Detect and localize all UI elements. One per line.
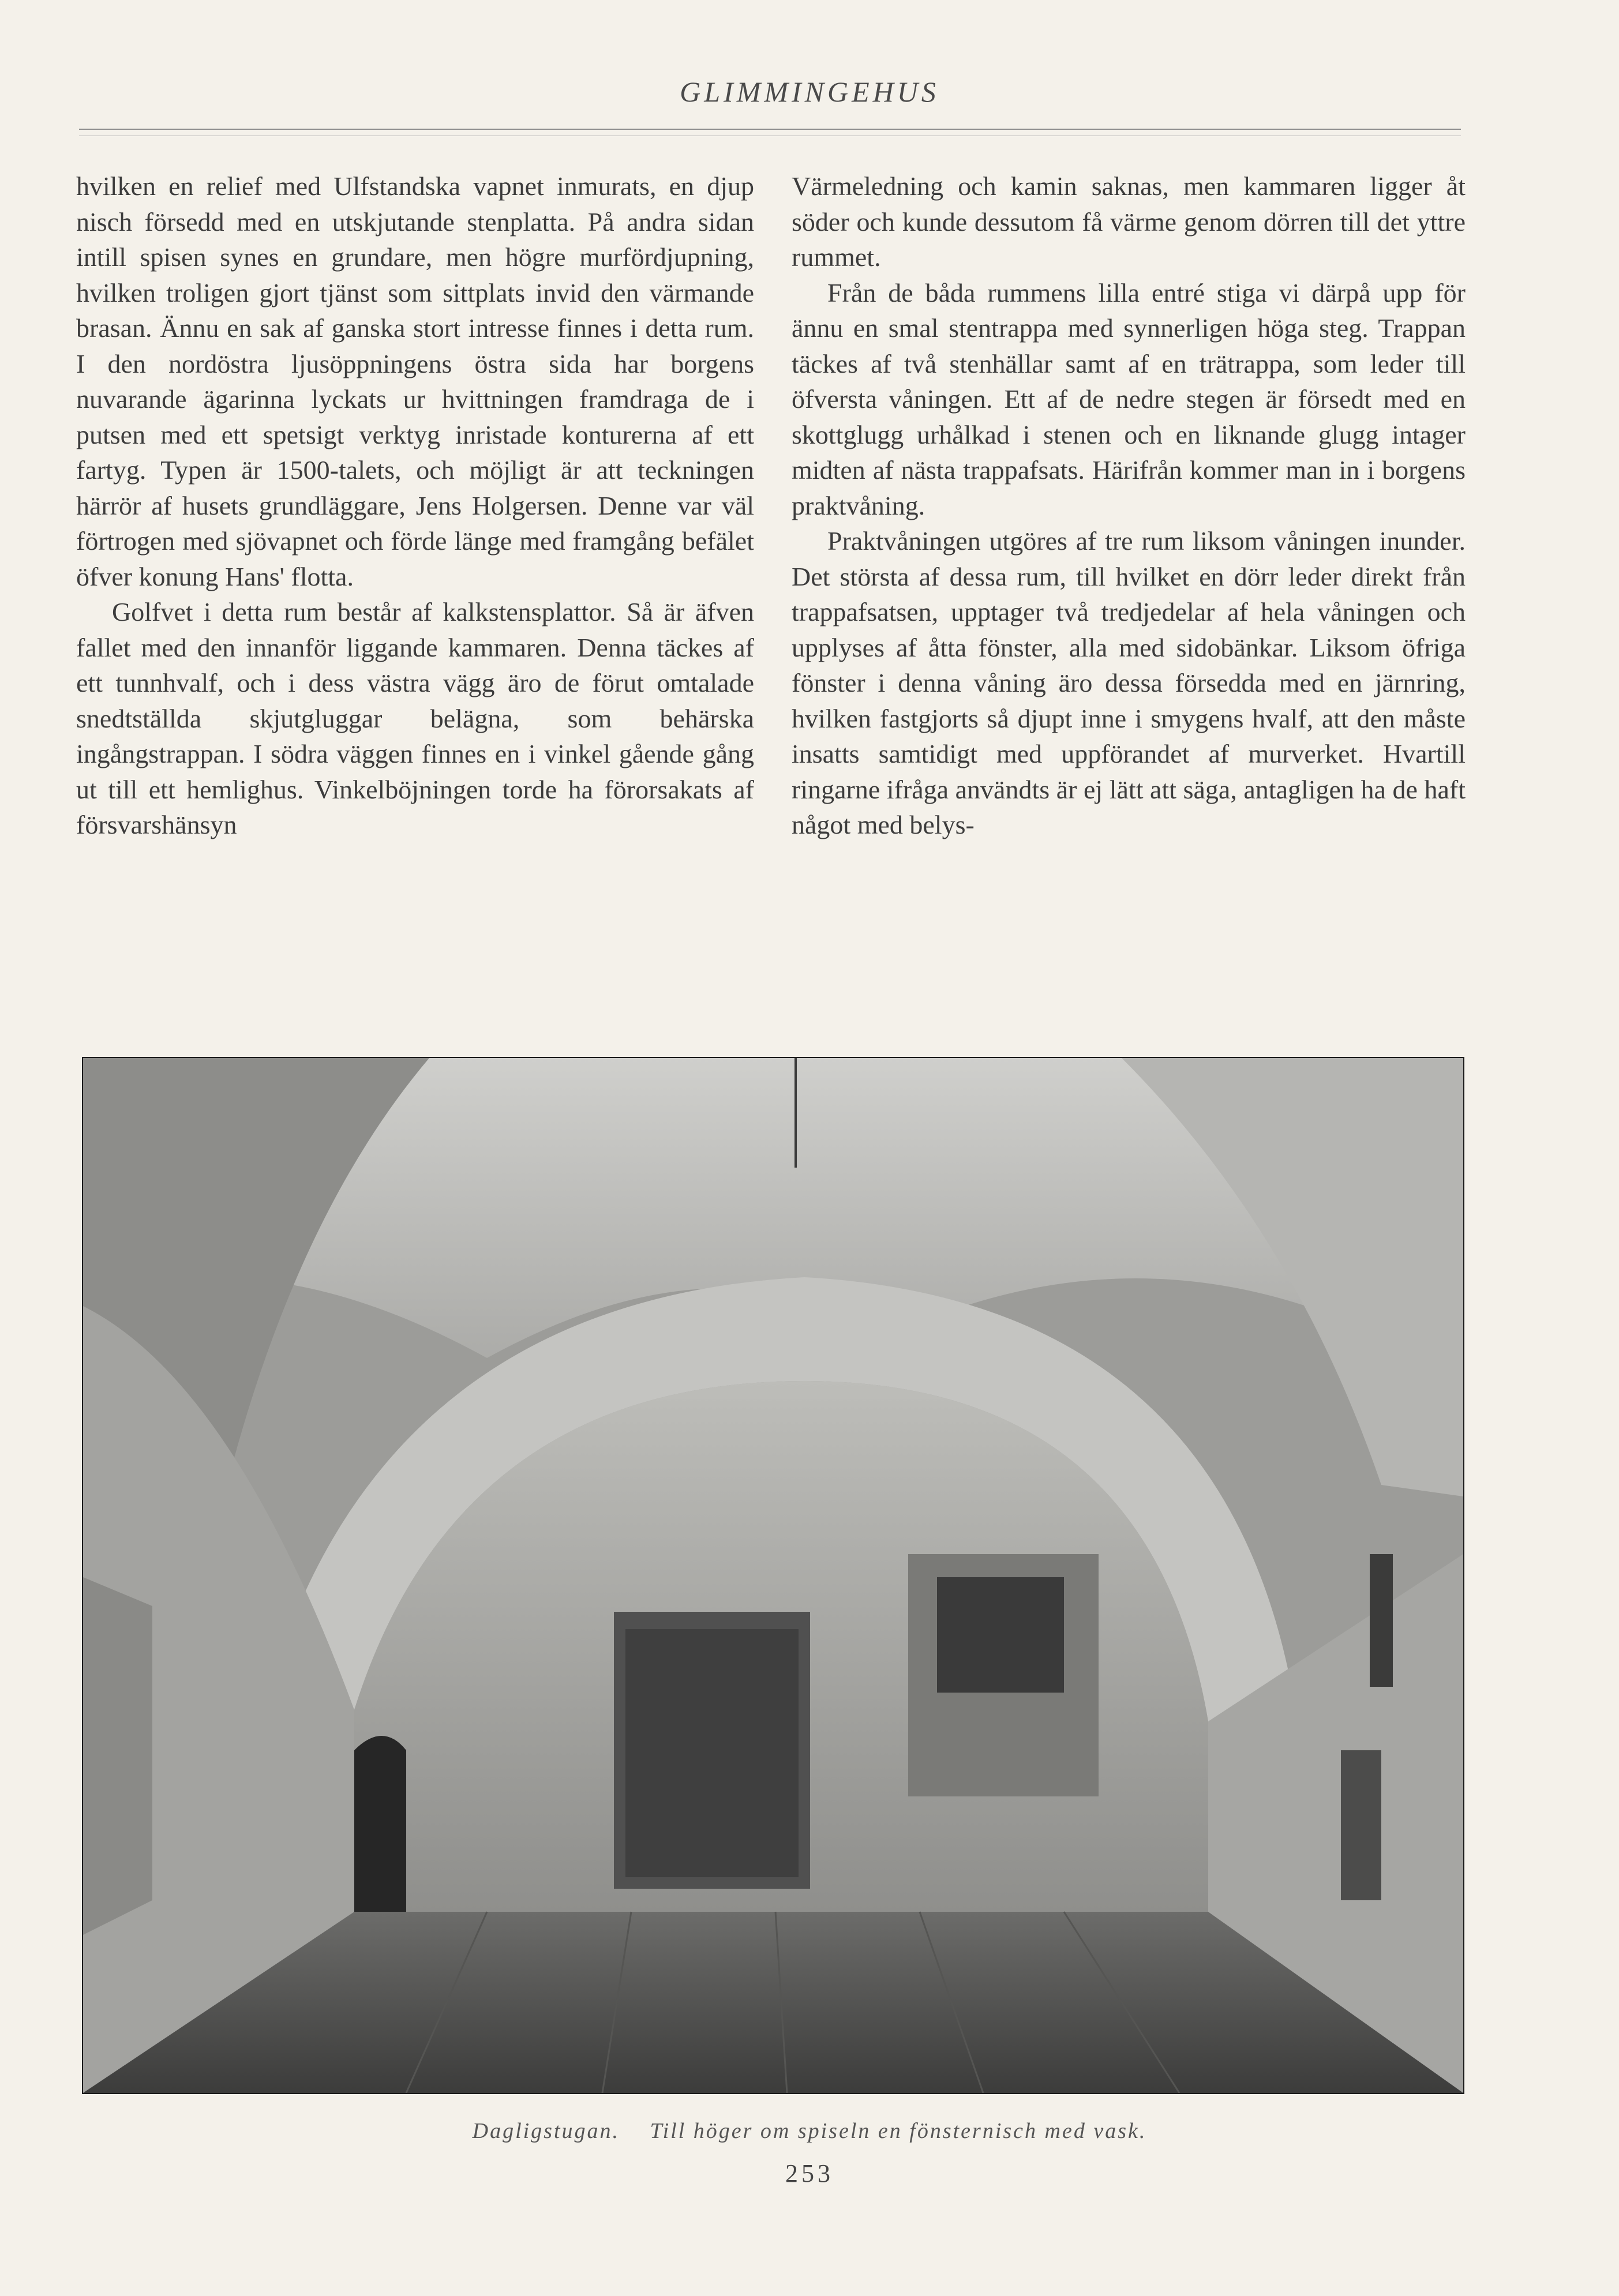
paragraph: Från de båda rummens lilla entré stiga vi därpå upp för ännu en smal stentrappa med synnerligen höga steg. Trappan täckes af två stenhällar samt af en trätrappa, som leder till öfversta våningen. Ett af de nedre stegen är försedt med en skottglugg urhålkad i stenen och en liknande glugg intager midten af nästa trappafsats. Härifrån kommer man in i borgens praktvåning.: [792, 277, 1466, 520]
running-head: GLIMMINGEHUS: [680, 76, 939, 108]
photo-caption: [0, 2118, 1619, 2144]
vaulted-room-photograph: [82, 1057, 1464, 2094]
caption-title: Dagligstugan.: [472, 2119, 620, 2143]
paragraph: Golfvet i detta rum består af kalkstensplattor. Så är äfven fallet med den innanför liggande kammaren. Denna täckes af ett tunnhvalf, och i dess västra vägg äro de förut omtalade snedtställda skjutgluggar belägna, som behärska ingångstrappan. I södra väggen finnes en i vinkel gående gång ut till ett hemlighus. Vinkelböjningen torde ha förorsakats af försvarshänsyn: [76, 597, 754, 839]
caption-text: Till höger om spiseln en fönsternisch med vask.: [650, 2119, 1147, 2143]
left-text-column: [76, 168, 754, 843]
page-number: 253: [785, 2159, 834, 2188]
paragraph: Värmeledning och kamin saknas, men kammaren ligger åt söder och kunde dessutom få värme genom dörren till det yttre rummet.: [792, 171, 1466, 272]
right-text-column: [792, 168, 1466, 843]
paragraph: hvilken en relief med Ulfstandska vapnet inmurats, en djup nisch försedd med en utskjutande stenplatta. På andra sidan intill spisen synes en grundare, men högre murfördjupning, hvilken troligen gjort tjänst som sittplats invid den värmande brasan. Ännu en sak af ganska stort intresse finnes i detta rum. I den nordöstra ljusöppningens östra sida har borgens nuvarande ägarinna lyckats ur hvittningen framdraga de i putsen med ett spetsigt verktyg inristade konturerna af ett fartyg. Typen är 1500-talets, och möjligt är att teckningen härrör af husets grundläggare, Jens Holgersen. Denne var väl förtrogen med sjövapnet och förde länge med framgång befälet öfver konung Hans' flotta.: [76, 171, 754, 591]
paragraph: Praktvåningen utgöres af tre rum liksom våningen inunder. Det största af dessa rum, till hvilket en dörr leder direkt från trappafsatsen, upptager två tredjedelar af hela våningen och upplyses af åtta fönster, alla med sidobänkar. Liksom öfriga fönster i denna våning äro dessa försedda med en järnring, hvilken fastgjorts så djupt inne i smygens hvalf, att den måste insatts samtidigt med uppförandet af murverket. Hvartill ringarne ifråga användts är ej lätt att säga, antagligen ha de haft något med belys-: [792, 526, 1466, 839]
header-rule: [79, 129, 1461, 130]
